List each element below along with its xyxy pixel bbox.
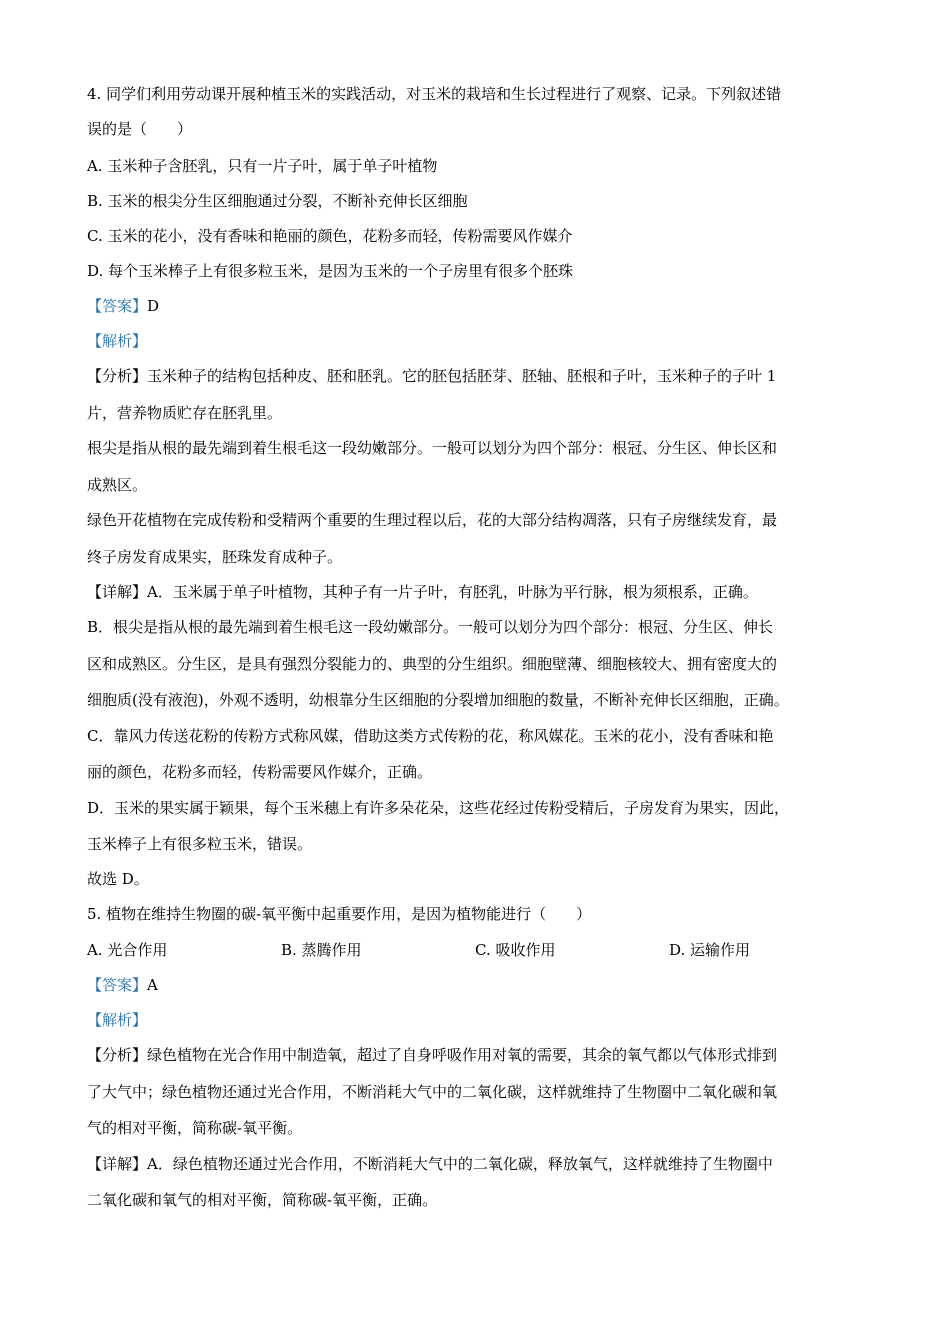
q4-conclusion: 故选 D。 [87,870,149,888]
q5-xiangjie-line: 二氧化碳和氧气的相对平衡，简称碳-氧平衡，正确。 [87,1191,438,1209]
q4-analysis-heading [87,331,147,351]
q5-fenxi-line: 气的相对平衡，简称碳-氧平衡。 [87,1119,303,1137]
q4-xiangjie-line: 区和成熟区。分生区，是具有强烈分裂能力的、典型的分生组织。细胞壁薄、细胞核较大、拥有密度大的 [87,655,778,673]
q4-xiangjie-line: 细胞质(没有液泡)，外观不透明，幼根靠分生区细胞的分裂增加细胞的数量，不断补充伸长区细胞，正确。 [87,691,789,709]
xiangjie-tag: 【详解】 [87,583,148,601]
answer-tag: 【答案】 [87,976,148,994]
q5-fenxi-line: 了大气中；绿色植物还通过光合作用，不断消耗大气中的二氧化碳，这样就维持了生物圈中二氧化碳和氧 [87,1083,778,1101]
q4-option-b: B. 玉米的根尖分生区细胞通过分裂，不断补充伸长区细胞 [87,192,468,210]
q5-answer [87,975,158,995]
q4-option-a: A. 玉米种子含胚乳，只有一片子叶，属于单子叶植物 [87,157,438,175]
q4-stem: 4. 同学们利用劳动课开展种植玉米的实践活动，对玉米的栽培和生长过程进行了观察、记录。下列叙述错 [87,85,782,103]
q4-fenxi-line: 终子房发育成果实，胚珠发育成种子。 [87,548,343,566]
q4-xiangjie-line: C．靠风力传送花粉的传粉方式称风媒，借助这类方式传粉的花，称风媒花。玉米的花小，没有香味和艳 [87,727,774,745]
q5-xiangjie: 【详解】A．绿色植物还通过光合作用，不断消耗大气中的二氧化碳，释放氧气，这样就维持了生物圈中 [87,1155,773,1173]
q5-fenxi: 【分析】绿色植物在光合作用中制造氧，超过了自身呼吸作用对氧的需要，其余的氧气都以气体形式排到 [87,1046,778,1064]
q4-xiangjie-line: B．根尖是指从根的最先端到着生根毛这一段幼嫩部分。一般可以划分为四个部分：根冠、分生区、伸长 [87,618,774,636]
q4-fenxi-line: 绿色开花植物在完成传粉和受精两个重要的生理过程以后，花的大部分结构凋落，只有子房继续发育，最 [87,511,778,529]
analysis-tag: 【解析】 [87,332,148,350]
q4-fenxi-line: 根尖是指从根的最先端到着生根毛这一段幼嫩部分。一般可以划分为四个部分：根冠、分生区、伸长区和 [87,439,778,457]
q4-xiangjie-line: 玉米棒子上有很多粒玉米，错误。 [87,835,313,853]
q5-analysis-heading [87,1010,147,1030]
q5-option-b: B. 蒸腾作用 [281,941,362,959]
analysis-tag: 【解析】 [87,1011,148,1029]
q4-xiangjie-line: D．玉米的果实属于颖果，每个玉米穗上有许多朵花朵，这些花经过传粉受精后，子房发育为果实，因此， [87,799,790,817]
q4-stem-cont: 误的是（ ） [87,120,193,138]
q4-fenxi: 【分析】玉米种子的结构包括种皮、胚和胚乳。它的胚包括胚芽、胚轴、胚根和子叶，玉米种子的子叶 1 [87,367,777,385]
fenxi-tag: 【分析】 [87,367,148,385]
q4-option-d: D. 每个玉米棒子上有很多粒玉米，是因为玉米的一个子房里有很多个胚珠 [87,262,574,280]
q5-option-a: A. 光合作用 [87,941,168,959]
fenxi-tag: 【分析】 [87,1046,148,1064]
q5-stem: 5. 植物在维持生物圈的碳-氧平衡中起重要作用，是因为植物能进行（ ） [87,905,592,923]
answer-tag: 【答案】 [87,297,148,315]
q4-xiangjie: 【详解】A．玉米属于单子叶植物，其种子有一片子叶，有胚乳，叶脉为平行脉，根为须根系，正确。 [87,583,758,601]
q5-option-d: D. 运输作用 [669,941,751,959]
xiangjie-tag: 【详解】 [87,1155,148,1173]
q4-fenxi-line: 片，营养物质贮存在胚乳里。 [87,404,283,422]
q4-xiangjie-line: 丽的颜色，花粉多而轻，传粉需要风作媒介，正确。 [87,763,433,781]
q4-option-c: C. 玉米的花小，没有香味和艳丽的颜色，花粉多而轻，传粉需要风作媒介 [87,227,573,245]
q4-fenxi-line: 成熟区。 [87,476,148,494]
answer-value: D [147,297,160,315]
answer-value: A [147,976,158,994]
q5-option-c: C. 吸收作用 [475,941,556,959]
q4-answer [87,296,159,316]
